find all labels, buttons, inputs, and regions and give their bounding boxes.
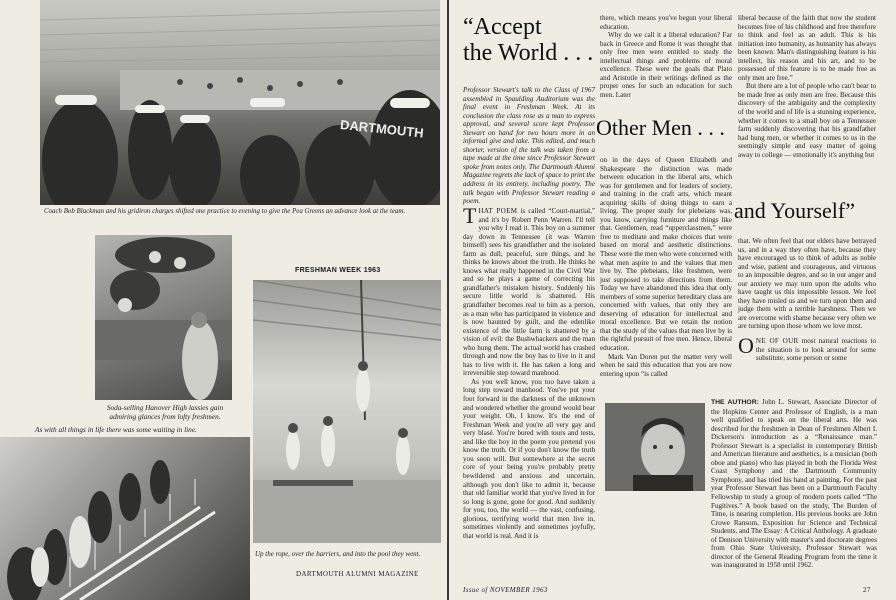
- article-column-3-top: [738, 14, 876, 159]
- article-column-3-mid: [738, 237, 876, 363]
- col2-para-3: Mark Van Doren put the matter very well when he said this education that you are now entering upon “is called: [600, 352, 732, 378]
- col3-body: most natural reactions to the situation is to look around for some substitute, some person or some: [755, 337, 876, 363]
- football-practice-photo: [40, 0, 440, 205]
- left-page: [0, 0, 447, 600]
- col2-top: there, which means you've begun your liberal education.: [600, 14, 732, 31]
- football-caption: Coach Bob Blackman and his gridiron charges shifted one practice to evening to give the Pea Greens an advance look at the team.: [44, 208, 406, 215]
- issue-footer: Issue of NOVEMBER 1963: [463, 586, 548, 594]
- col3-para-2: But there are a lot of people who can't bear to be made free as only men are free. Because this discovery of the ambiguity and the complexity of the world and of life is a stunning experience, whether it comes to a small boy on a Tennessee farm suddenly discovering that his grandfather had hung men, or whether it comes to us in the seemingly simple and easy matter of going away to college — emotionally it's anything but: [738, 82, 876, 159]
- section-header: FRESHMAN WEEK 1963: [295, 267, 381, 274]
- col2-para-2: Why do we call it a liberal education? Far back in Greece and Rome it was thought that only free men were entitled to study the intellectual things and problems of moral excellence. These were the goals that Plato and Aristotle in their writings defined as the proper ones for such an education for such men. Later: [600, 31, 732, 99]
- author-portrait: [605, 403, 705, 491]
- rope-pool-illustration: [253, 280, 441, 543]
- col1-para-1: [463, 203, 596, 378]
- col3-mid: that. We often feel that our elders have betrayed us, and in a way they often have, because they have encouraged us to think of adults as noble and wise, patient and courageous, and virtuous to an impossible degree, and so in our anger and our anxiety we may turn upon the adults who have taught us this impossible lesson. We feel they have misled us and we turn upon them and judge them with a terrible harshness. Then we are overcome with shame because very often we are turning upon those whom we love most.: [738, 237, 876, 331]
- jersey-text: DARTMOUTH: [339, 116, 425, 141]
- soda-girls-photo: [95, 235, 232, 400]
- author-label: THE AUTHOR:: [711, 399, 759, 406]
- title-yourself: and Yourself”: [734, 198, 855, 223]
- col3-dropcap: O: [738, 333, 754, 359]
- rope-pool-photo: [253, 280, 441, 543]
- football-practice-illustration: [40, 0, 440, 205]
- waiting-line-illustration: [0, 437, 250, 600]
- soda-caption: Soda-selling Hanover High lassies gain admiring glances from lofty freshmen.: [106, 403, 224, 421]
- title-accept: “Accept: [463, 14, 542, 40]
- col3-top: liberal because of the faith that now the student becomes free of his childhood and free therefore to think and feel as an adult. This is his initiation into humanity, as humanity has always been known. Man's distinguishing feature is his intellect, his reason and his art, and to be possessed of this feature is to be made free as only men are free.”: [738, 14, 876, 82]
- col1-body: is called “Court-martial,” and it's by Robert Penn Warren. I'll tell you why I read it. This boy on a summer day down in Tennessee (it was Warren himself) sees his grandfather and the isolated farm as dull, peaceful, sure things, and he thinks he knows about the truth. He thinks he knows what really happened in the Civil War and so he plays a game of correcting his grandfather's mistaken history. Suddenly his secure little world is shattered. His grandfather becomes real to him as a person, as a man who has participated in violence and is now haunted by guilt, and the edenlike existence of the little farm is shattered by a vision of evil: the Bushwhackers and the man who hung them. The actual world has crashed through and now the boy has to live in it and has to live with it. He has taken a long and irreversible step toward manhood.: [463, 207, 596, 378]
- article-column-2-top: [600, 14, 732, 99]
- col1-lead: HAT POEM: [478, 207, 518, 215]
- col2-mid: on in the days of Queen Elizabeth and Shakespeare the distinction was made between education in the liberal arts, which was for gentlemen and for leaders of society, and training in the craft arts, which meant acquiring skills of doing things to earn a living. The proper study for plebeians was, you know, carrying furniture and things like that. Gentlemen, read “upperclassmen,” were free to meditate and make choices that were based on moral and aesthetic distinctions. These were the men who were concerned with what men aspire to and the values that men live by. The plebeians, like freshmen, were just supposed to take directions from them. Today we have abandoned this idea that only members of some superior hereditary class are concerned with values, that only they are deserving of education for intellectual and moral excellence. But we retain the notion that the study of the values that men live by is the rightful pursuit of free men. Hence, liberal education.: [600, 156, 732, 353]
- col3-para-3: [738, 333, 876, 363]
- col1-dropcap: T: [463, 203, 477, 228]
- waiting-line-photo: [0, 437, 250, 600]
- col3-lead: NE OF OUR: [755, 337, 799, 346]
- page-number: 27: [863, 586, 871, 594]
- soda-girls-illustration: [95, 235, 232, 400]
- rope-caption: Up the rope, over the barriers, and into the pool they went.: [255, 550, 421, 558]
- title-other-men: Other Men . . .: [596, 115, 725, 140]
- article-intro: Professor Stewart's talk to the Class of 1967 assembled in Spaulding Auditorium was the final event in Freshman Week. At its conclusion the class rose as a man to express approval, and several score kept Professor Stewart on hand for two hours more in an informal give and take. This edited, and much shorter, version of the talk was taken from a tape made at the time since Professor Stewart spoke from notes only. The Dartmouth Alumni Magazine regrets the lack of space to print the address in its entirety, including poetry. The talk began with Professor Stewart reading a poem.: [463, 86, 595, 206]
- author-bio: [711, 398, 877, 570]
- left-footer: DARTMOUTH ALUMNI MAGAZINE: [296, 570, 419, 578]
- title-world: the World . . .: [463, 40, 594, 66]
- col1-para-2: As you well know, you too have taken a long step toward manhood. You've put your foot forward in the darkness of the unknown and wondered whether the ground would bear your weight. Oh, I know. It's the end of Freshman Week and you're all very gay and very blasé. You're bored with tours and tests, and like the boy in the poem you pretend you know the truth. Or if you don't know the truth you soon will. But somewhere at the secret core of your being you're probably pretty bewildered and anxious and uncertain, although you don't like to admit it, because that old familiar world that you've lived in for so long is gone, gone for good. And suddenly for you, too, the world — the vast, confusing, glorious, terrifying world that men live in, sometimes violently and sometimes joyfully, that world is real. And it is: [463, 377, 595, 540]
- right-page: [449, 0, 896, 600]
- waiting-caption: As with all things in life there was some waiting in line.: [35, 425, 197, 434]
- author-bio-text: [711, 398, 877, 570]
- article-column-1: [463, 203, 596, 540]
- article-column-2-mid: [600, 156, 732, 378]
- author-photo: [605, 403, 705, 491]
- author-text: John L. Stewart, Associate Director of the Hopkins Center and Professor of English, is a man well qualified to speak on the liberal arts. He was described for the freshmen in Dean of Freshmen Albert I. Dickerson's introduction as a “Renaissance man.” Professor Stewart is a specialist in contemporary British and American literature and aesthetics, is a musician (both oboe and piano) who has played in both the Florida West Coast Symphony and the Dartmouth Community Symphony, and has tried his hand at painting. For the past year Professor Stewart has been on a Dartmouth Faculty Fellowship to study a group of modern poets called “The Fugitives.” A book based on the study, The Burden of Time, is nearing completion. His previous books are John Crowe Ransom, Exposition for Science and Technical Students, and The Essay: A Critical Anthology. A graduate of Denison University with master's and doctorate degrees from Ohio State University, Professor Stewart was director of the General Reading Program from the time it was inaugurated in 1958 until 1962.: [711, 398, 877, 570]
